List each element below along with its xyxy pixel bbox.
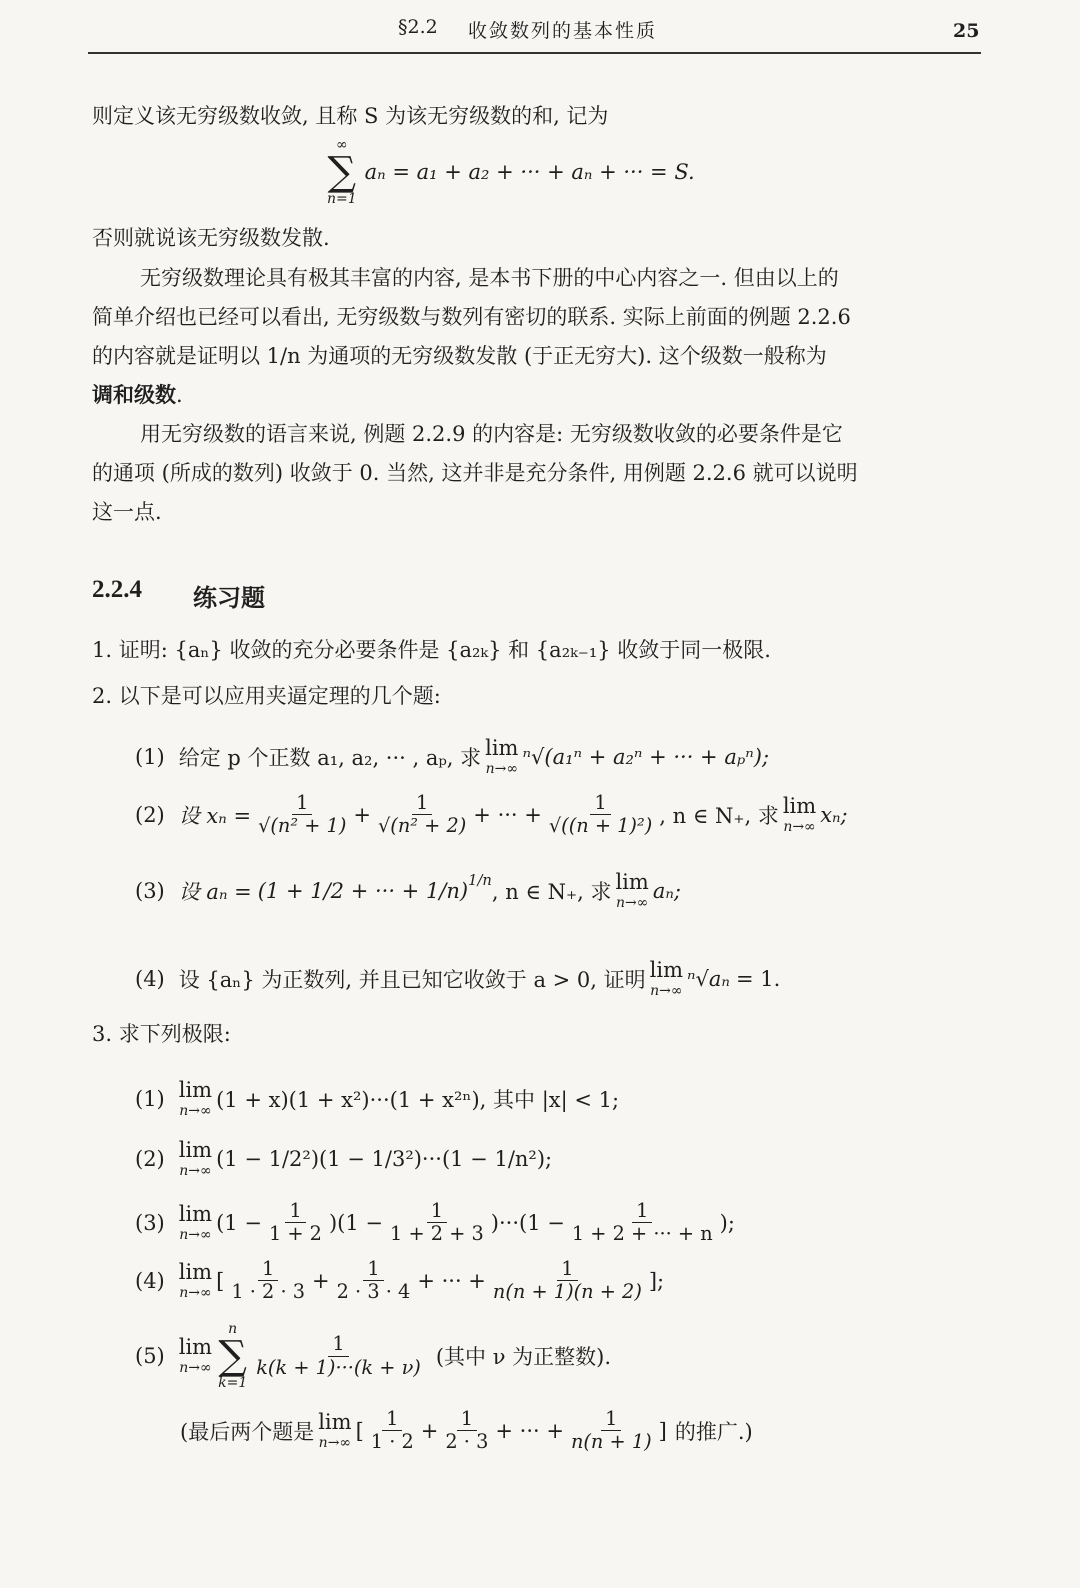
item-text: 设 {aₙ} 为正数列, 并且已知它收敛于 a > 0, 证明 <box>178 968 646 992</box>
limit: lim n→∞ <box>485 736 519 777</box>
paragraph-4-line-1: 用无穷级数的语言来说, 例题 2.2.9 的内容是: 无穷级数收敛的必要条件是它 <box>140 422 843 446</box>
paragraph-1: 则定义该无穷级数收敛, 且称 S 为该无穷级数的和, 记为 <box>92 104 609 128</box>
section-title: 练习题 <box>193 583 265 612</box>
series-equation <box>325 138 695 206</box>
paragraph-3-line-2: 简单介绍也已经可以看出, 无穷级数与数列有密切的联系. 实际上前面的例题 2.2.6 <box>92 305 851 329</box>
fraction: $\frac{1}{2 \cdot 3}$ <box>445 1407 489 1454</box>
root-expression: ⁿ√(a₁ⁿ + a₂ⁿ + ··· + aₚⁿ); <box>522 745 770 769</box>
fraction: $\frac{1}{2 \cdot 3 \cdot 4}$ <box>336 1257 411 1304</box>
sum-upper: ∞ <box>335 137 348 153</box>
fraction: $\frac{1}{1 + 2}$ <box>268 1199 322 1246</box>
limit: lim n→∞ <box>318 1409 352 1451</box>
exercise-3-item-1 <box>135 1080 619 1118</box>
item-body: (1 − 1/2²)(1 − 1/3²)···(1 − 1/n²); <box>216 1147 553 1171</box>
paragraph-3-line-3: 的内容就是证明以 1/n 为通项的无穷级数发散 (于正无穷大). 这个级数一般称为 <box>92 344 827 368</box>
limit: lim n→∞ <box>178 1201 213 1243</box>
sum-symbol: ∞ ∑ n=1 <box>327 137 357 207</box>
exponent: 1/n <box>468 872 492 889</box>
exercise-3-intro: 3. 求下列极限: <box>92 1022 231 1046</box>
header-title: 收敛数列的基本性质 <box>468 20 658 42</box>
header-rule <box>88 52 981 54</box>
header-section: §2.2 <box>398 16 438 38</box>
item-label: (2) <box>135 802 165 827</box>
item-label: (5) <box>135 1344 165 1368</box>
exercise-3-item-5 <box>135 1322 611 1390</box>
item-label: (4) <box>135 967 165 991</box>
sum-symbol: n ∑ k=1 <box>218 1321 248 1391</box>
fraction: $\frac{1}{\text{√(n² + 1)}}$ <box>258 791 347 838</box>
limit: lim n→∞ <box>615 870 649 911</box>
item-text: 设 aₙ = <box>178 880 252 904</box>
item-label: (1) <box>135 1087 165 1111</box>
item-label: (4) <box>135 1268 165 1293</box>
note-post: 的推广.) <box>674 1419 753 1444</box>
item-label: (2) <box>135 1147 165 1171</box>
exercise-2-item-3 <box>135 872 681 910</box>
limit: lim n→∞ <box>649 958 683 999</box>
paragraph-3-end: . <box>176 383 183 407</box>
fraction: $\frac{1}{k(k + 1)\cdot\cdot\cdot(k + \nu)}$ <box>256 1332 421 1379</box>
exercise-2-item-2: (2) 设 xₙ = $\frac{1}{\text{√(n² + 1)}}$ + $\frac{1}{\text{√(n² + 2)}}$ + ··· + $\frac{1}{\text{√((n + 1)²)}}$ , n ∈ N₊, 求 lim n→∞ xₙ; <box>135 791 848 838</box>
paren-expression: (1 + 1/2 + ··· + 1/n) <box>257 879 469 903</box>
exercise-2-item-1 <box>135 738 769 776</box>
section-number: 2.2.4 <box>92 576 142 603</box>
harmonic-series-term: 调和级数 <box>92 382 176 407</box>
item-text: 给定 p 个正数 a₁, a₂, ··· , aₚ, 求 <box>178 746 482 770</box>
fraction: $\frac{1}{n(n + 1)(n + 2)}$ <box>492 1257 642 1304</box>
page-number: 25 <box>953 20 980 42</box>
exercise-3-note: (最后两个题是 lim n→∞ [ $\frac{1}{1 \cdot 2}$ + $\frac{1}{2 \cdot 3}$ + ··· + $\frac{1}{n(n + 1)}$ ] 的推广.) <box>180 1407 753 1454</box>
fraction: $\frac{1}{1 \cdot 2}$ <box>370 1407 414 1454</box>
item-label: (3) <box>135 1210 165 1235</box>
item-body: (1 + x)(1 + x²)···(1 + x²ⁿ), 其中 |x| < 1; <box>216 1088 620 1112</box>
fraction: $\frac{1}{\text{√((n + 1)²)}}$ <box>548 791 653 838</box>
exercise-3-item-2 <box>135 1140 552 1178</box>
fraction: $\frac{1}{n(n + 1)}$ <box>570 1407 652 1454</box>
paragraph-4-line-3: 这一点. <box>92 500 162 524</box>
limit: lim n→∞ <box>178 1335 213 1376</box>
root-an: ⁿ√aₙ <box>687 967 730 991</box>
fraction: $\frac{1}{1 + 2 + \cdot\cdot\cdot + n}$ <box>571 1199 713 1246</box>
limit: lim n→∞ <box>178 1259 213 1301</box>
exercise-3-item-3: (3) lim n→∞ (1 − $\frac{1}{1 + 2}$ )(1 − $\frac{1}{1 + 2 + 3}$ )···(1 − $\frac{1}{1 + 2 + \cdot\cdot\cdot + n}$ ); <box>135 1199 735 1246</box>
item-tail: (其中 ν 为正整数). <box>435 1345 612 1369</box>
exercise-2-item-4 <box>135 960 780 998</box>
limit: lim n→∞ <box>178 1138 213 1179</box>
paragraph-2: 否则就说该无穷级数发散. <box>92 226 330 250</box>
series-body: aₙ = a₁ + a₂ + ··· + aₙ + ··· = S. <box>364 160 695 184</box>
exercise-1: 1. 证明: {aₙ} 收敛的充分必要条件是 {a₂ₖ} 和 {a₂ₖ₋₁} 收敛于同一极限. <box>92 638 771 662</box>
item-text-post: , n ∈ N₊, 求 <box>659 803 779 828</box>
item-label: (1) <box>135 745 165 769</box>
limit: lim n→∞ <box>178 1078 213 1119</box>
limit-target: aₙ; <box>652 879 681 903</box>
limit: lim n→∞ <box>782 793 817 835</box>
fraction: $\frac{1}{1 + 2 + 3}$ <box>390 1199 484 1246</box>
note-pre: (最后两个题是 <box>180 1419 315 1444</box>
limit-target: xₙ; <box>820 802 848 827</box>
exercise-2-intro: 2. 以下是可以应用夹逼定理的几个题: <box>92 684 441 708</box>
fraction: $\frac{1}{1 \cdot 2 \cdot 3}$ <box>231 1257 306 1304</box>
item-text-post: , n ∈ N₊, 求 <box>491 880 612 904</box>
item-text: 设 xₙ = <box>178 803 252 828</box>
fraction: $\frac{1}{\text{√(n² + 2)}}$ <box>377 791 467 838</box>
item-label: (3) <box>135 879 165 903</box>
exercise-3-item-4: (4) lim n→∞ [ $\frac{1}{1 \cdot 2 \cdot 3}$ + $\frac{1}{2 \cdot 3 \cdot 4}$ + ··· + $\frac{1}{n(n + 1)(n + 2)}$ ]; <box>135 1257 665 1304</box>
paragraph-3-line-1: 无穷级数理论具有极其丰富的内容, 是本书下册的中心内容之一. 但由以上的 <box>140 266 839 290</box>
paragraph-3-line-4 <box>92 375 183 415</box>
item-tail: = 1. <box>735 967 781 991</box>
paragraph-4-line-2: 的通项 (所成的数列) 收敛于 0. 当然, 这并非是充分条件, 用例题 2.2.6 就可以说明 <box>92 461 858 485</box>
sum-lower: n=1 <box>327 191 357 207</box>
